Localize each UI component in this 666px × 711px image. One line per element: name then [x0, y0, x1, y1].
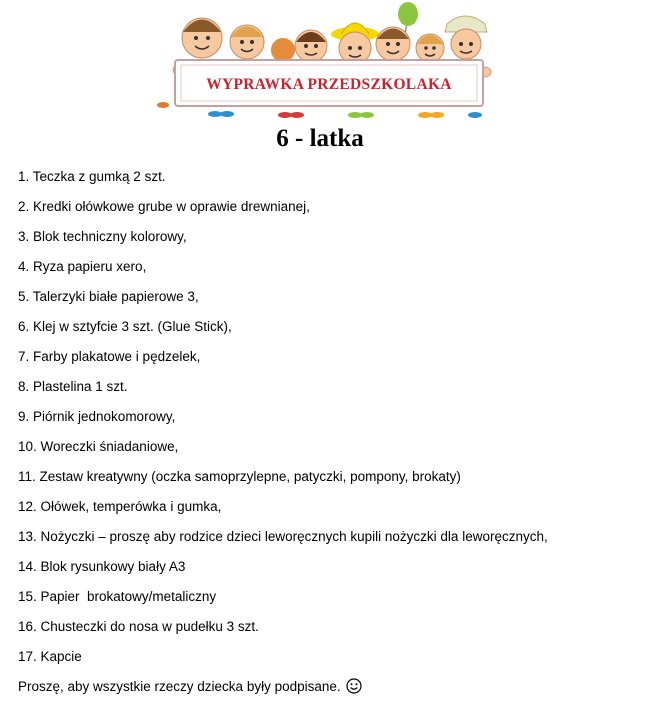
footer-note	[18, 677, 362, 697]
kids-banner-illustration	[155, 2, 495, 122]
page-title: 6 - latka	[276, 125, 364, 152]
list-item: 15. Papier brokatowy/metaliczny	[18, 589, 217, 604]
footer-note-text: Proszę, aby wszystkie rzeczy dziecka były podpisane.	[18, 679, 341, 694]
list-item: 16. Chusteczki do nosa w pudełku 3 szt.	[18, 619, 259, 634]
smiley-icon	[346, 678, 362, 694]
children-faces	[182, 16, 487, 64]
list-item: 11. Zestaw kreatywny (oczka samoprzylepne, patyczki, pompony, brokaty)	[18, 469, 461, 484]
list-item: 13. Nożyczki – proszę aby rodzice dzieci leworęcznych kupili nożyczki dla leworęcznych,	[18, 529, 548, 544]
list-item: 4. Ryza papieru xero,	[18, 259, 147, 274]
list-item: 9. Piórnik jednokomorowy,	[18, 409, 176, 424]
list-item: 6. Klej w sztyfcie 3 szt. (Glue Stick),	[18, 319, 232, 334]
banner-text: WYPRAWKA PRZEDSZKOLAKA	[206, 76, 452, 93]
list-item: 12. Ołówek, temperówka i gumka,	[18, 499, 222, 514]
list-item: 14. Blok rysunkowy biały A3	[18, 559, 186, 574]
list-item: 3. Blok techniczny kolorowy,	[18, 229, 187, 244]
list-item: 7. Farby plakatowe i pędzelek,	[18, 349, 201, 364]
list-item: 5. Talerzyki białe papierowe 3,	[18, 289, 199, 304]
list-item: 10. Woreczki śniadaniowe,	[18, 439, 179, 454]
list-item: 2. Kredki ołówkowe grube w oprawie drewnianej,	[18, 199, 310, 214]
list-item: 8. Plastelina 1 szt.	[18, 379, 128, 394]
supply-list	[18, 167, 548, 677]
list-item: 1. Teczka z gumką 2 szt.	[18, 169, 166, 184]
list-item: 17. Kapcie	[18, 649, 82, 664]
